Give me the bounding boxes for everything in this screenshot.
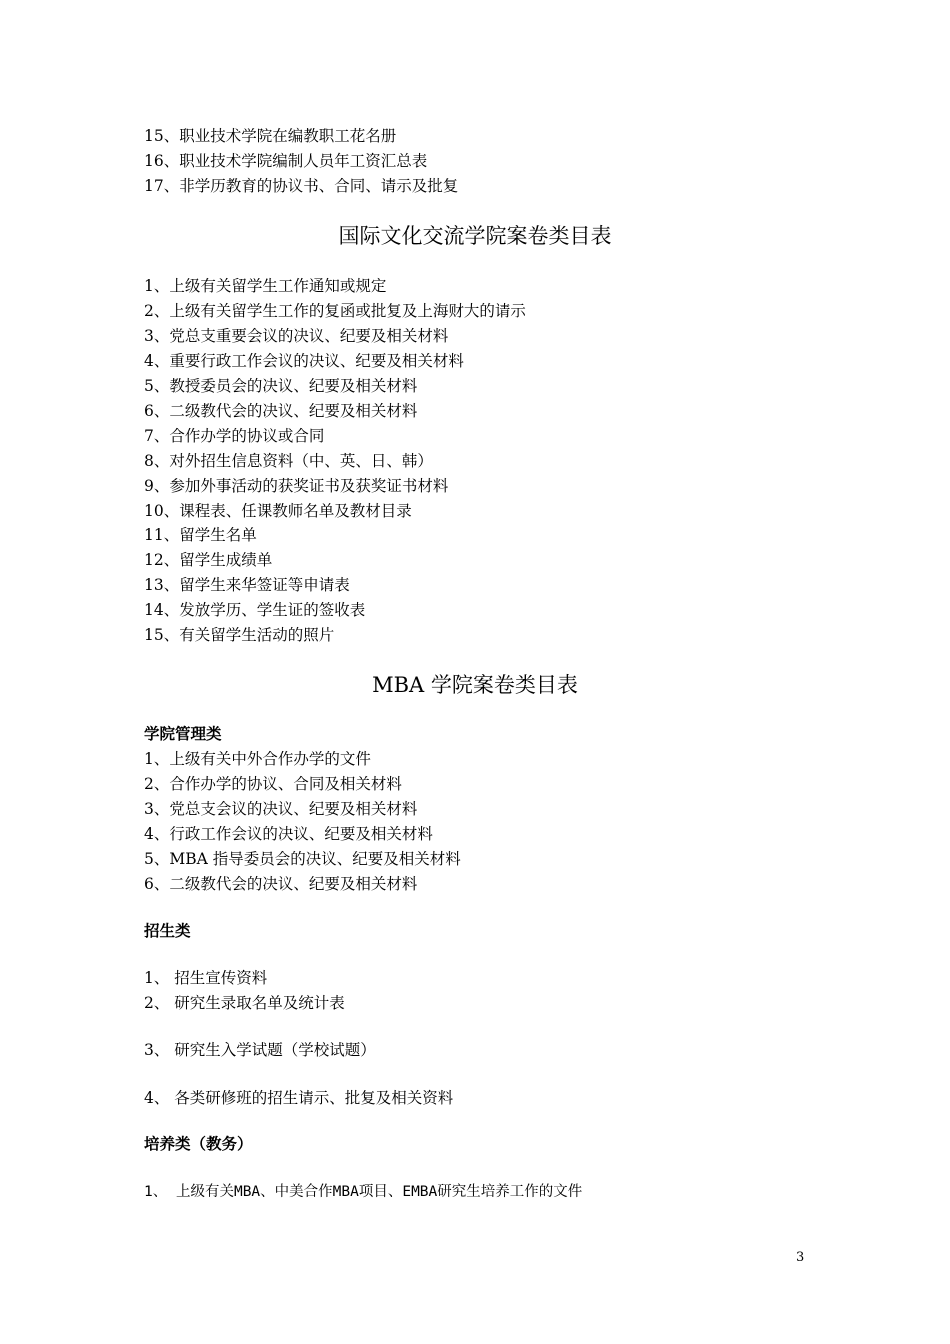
list-item: 3、党总支重要会议的决议、纪要及相关材料 [144, 327, 449, 345]
subheading-admissions: 招生类 [144, 921, 191, 940]
list-item: 13、留学生来华签证等申请表 [144, 576, 350, 594]
subheading-training: 培养类（教务） [144, 1134, 253, 1153]
list-item: 6、二级教代会的决议、纪要及相关材料 [144, 402, 418, 420]
list-item: 4、重要行政工作会议的决议、纪要及相关材料 [144, 352, 464, 370]
list-item: 2、上级有关留学生工作的复函或批复及上海财大的请示 [144, 302, 526, 320]
list-item: 4、行政工作会议的决议、纪要及相关材料 [144, 825, 433, 843]
list-item: 11、留学生名单 [144, 526, 257, 544]
list-item: 15、有关留学生活动的照片 [144, 626, 335, 644]
list-item: 2、合作办学的协议、合同及相关材料 [144, 775, 402, 793]
section-title-intl: 国际文化交流学院案卷类目表 [338, 224, 612, 248]
section-title-mba: MBA 学院案卷类目表 [372, 673, 578, 697]
list-item: 14、发放学历、学生证的签收表 [144, 601, 366, 619]
list-item: 3、 研究生入学试题（学校试题） [144, 1041, 376, 1059]
list-item: 10、课程表、任课教师名单及教材目录 [144, 502, 412, 520]
list-item: 6、二级教代会的决议、纪要及相关材料 [144, 875, 418, 893]
list-item: 1、 招生宣传资料 [144, 969, 268, 987]
page-number: 3 [796, 1250, 805, 1265]
list-item: 9、参加外事活动的获奖证书及获奖证书材料 [144, 477, 449, 495]
list-item: 12、留学生成绩单 [144, 551, 273, 569]
list-item: 17、非学历教育的协议书、合同、请示及批复 [144, 177, 459, 195]
list-item: 1、 上级有关MBA、中美合作MBA项目、EMBA研究生培养工作的文件 [144, 1184, 583, 1200]
list-item: 7、合作办学的协议或合同 [144, 427, 325, 445]
list-item: 8、对外招生信息资料（中、英、日、韩） [144, 452, 433, 470]
list-item: 5、教授委员会的决议、纪要及相关材料 [144, 377, 418, 395]
list-item: 15、职业技术学院在编教职工花名册 [144, 127, 397, 145]
list-item: 1、上级有关中外合作办学的文件 [144, 750, 371, 768]
list-item: 5、MBA 指导委员会的决议、纪要及相关材料 [144, 850, 461, 868]
list-item: 2、 研究生录取名单及统计表 [144, 994, 345, 1012]
list-item: 4、 各类研修班的招生请示、批复及相关资料 [144, 1089, 454, 1107]
list-item: 1、上级有关留学生工作通知或规定 [144, 277, 387, 295]
list-item: 16、职业技术学院编制人员年工资汇总表 [144, 152, 428, 170]
subheading-management: 学院管理类 [144, 724, 222, 743]
list-item: 3、党总支会议的决议、纪要及相关材料 [144, 800, 418, 818]
